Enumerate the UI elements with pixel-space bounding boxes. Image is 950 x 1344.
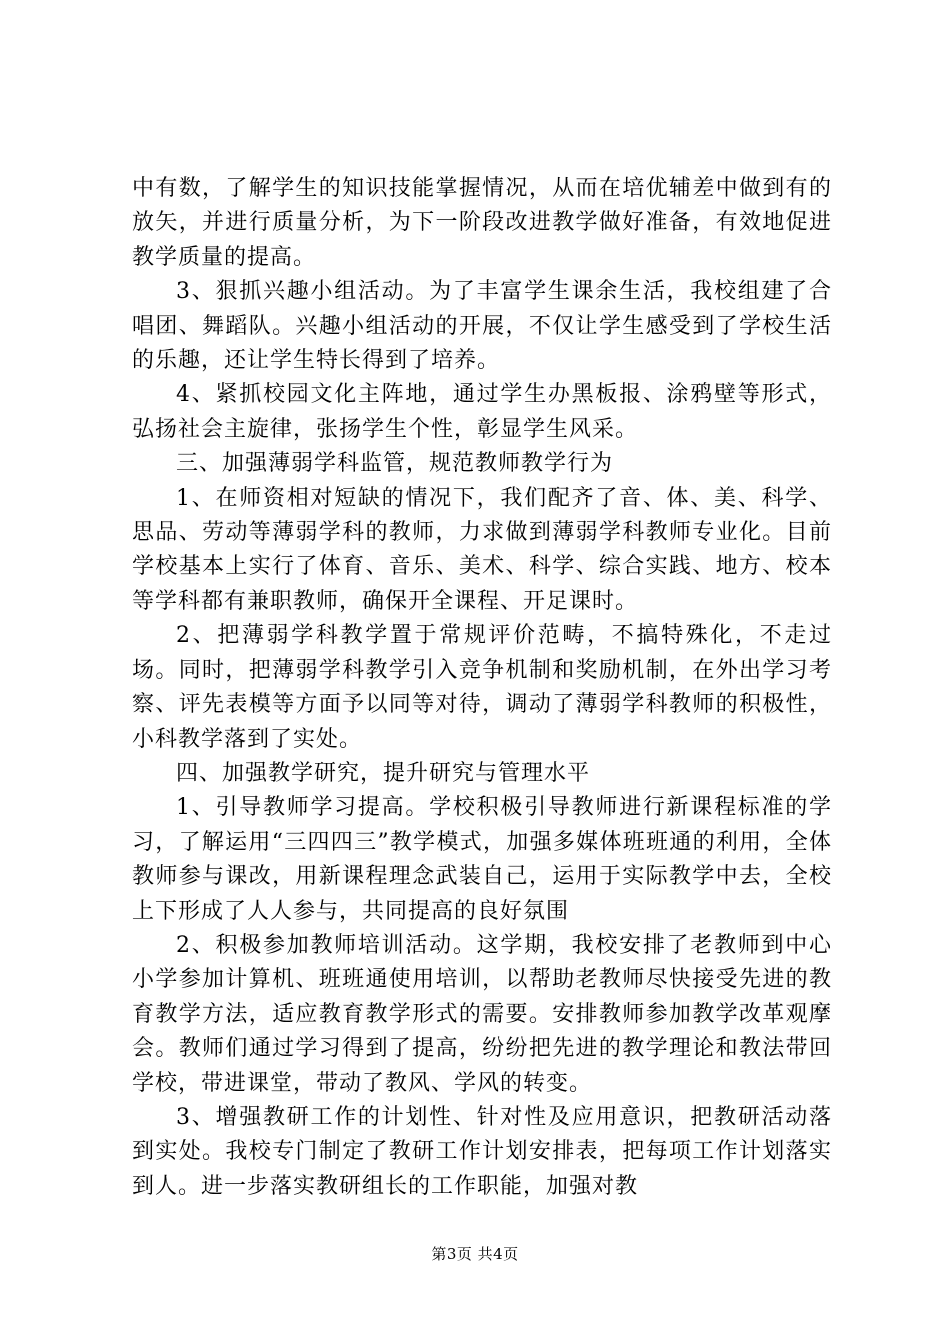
paragraph-8: 1、引导教师学习提高。学校积极引导教师进行新课程标准的学习，了解运用“三四四三”教学模式，加强多媒体班班通的利用，全体教师参与课改，用新课程理念武装自己，运用于实际教学中去，全校上下形成了人人参与，共同提高的良好氛围 xyxy=(132,795,832,924)
paragraph-9: 2、积极参加教师培训活动。这学期，我校安排了老教师到中心小学参加计算机、班班通使用培训，以帮助老教师尽快接受先进的教育教学方法，适应教育教学形式的需要。安排教师参加教学改革观摩会。教师们通过学习得到了提高，纷纷把先进的教学理论和教法带回学校，带进课堂，带动了教风、学风的转变。 xyxy=(132,932,832,1096)
paragraph-3: 4、紧抓校园文化主阵地，通过学生办黑板报、涂鸦壁等形式，弘扬社会主旋律，张扬学生个性，彰显学生风采。 xyxy=(132,382,832,442)
section-heading-3: 三、加强薄弱学科监管，规范教师教学行为 xyxy=(176,451,614,477)
paragraph-2: 3、狠抓兴趣小组活动。为了丰富学生课余生活，我校组建了合唱团、舞蹈队。兴趣小组活动的开展，不仅让学生感受到了学校生活的乐趣，还让学生特长得到了培养。 xyxy=(132,279,832,374)
document-body xyxy=(132,172,832,1204)
paragraph-5: 1、在师资相对短缺的情况下，我们配齐了音、体、美、科学、思品、劳动等薄弱学科的教师，力求做到薄弱学科教师专业化。目前学校基本上实行了体育、音乐、美术、科学、综合实践、地方、校本等学科都有兼职教师，确保开全课程、开足课时。 xyxy=(132,485,832,614)
page-number-footer: 第3页 共4页 xyxy=(431,1245,519,1263)
paragraph-1: 中有数，了解学生的知识技能掌握情况，从而在培优辅差中做到有的放矢，并进行质量分析，为下一阶段改进教学做好准备，有效地促进教学质量的提高。 xyxy=(132,176,832,270)
paragraph-6: 2、把薄弱学科教学置于常规评价范畴，不搞特殊化，不走过场。同时，把薄弱学科教学引入竞争机制和奖励机制，在外出学习考察、评先表模等方面予以同等对待，调动了薄弱学科教师的积极性，小科教学落到了实处。 xyxy=(132,623,832,752)
section-heading-4: 四、加强教学研究，提升研究与管理水平 xyxy=(176,760,591,786)
paragraph-10: 3、增强教研工作的计划性、针对性及应用意识，把教研活动落到实处。我校专门制定了教研工作计划安排表，把每项工作计划落实到人。进一步落实教研组长的工作职能，加强对教 xyxy=(132,1104,832,1199)
